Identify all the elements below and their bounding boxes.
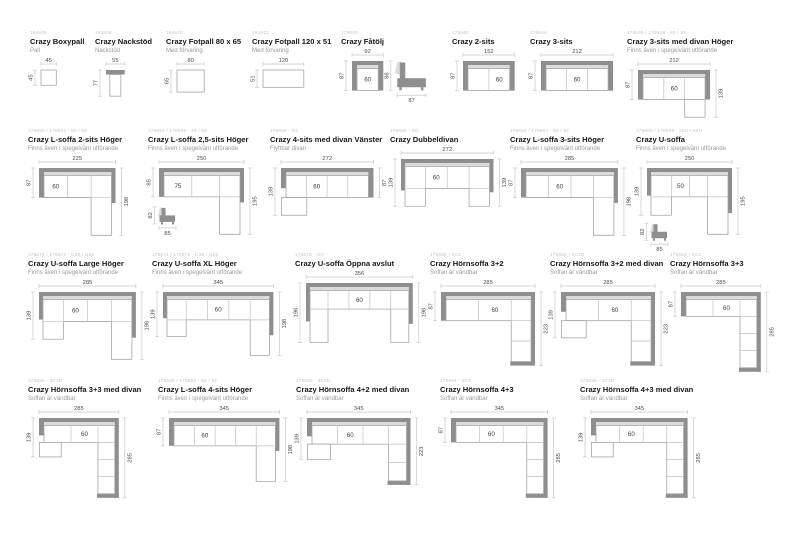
product-diagram [580, 408, 701, 502]
svg-text:285: 285 [603, 279, 613, 286]
svg-text:198: 198 [281, 318, 288, 329]
svg-text:65: 65 [164, 77, 171, 85]
product-card [550, 252, 668, 370]
product-diagram [428, 279, 550, 370]
svg-text:152: 152 [484, 49, 494, 56]
svg-text:285: 285 [769, 327, 776, 337]
product-diagram [95, 60, 130, 100]
svg-text:139: 139 [634, 186, 641, 197]
svg-text:60: 60 [723, 304, 730, 312]
svg-text:50: 50 [677, 183, 684, 191]
product-diagram [166, 60, 209, 96]
svg-text:60: 60 [611, 307, 619, 315]
product-diagram [440, 408, 561, 502]
svg-text:139: 139 [26, 310, 33, 321]
product-title: Crazy Hörnsoffa 3+3 med divan [28, 385, 142, 394]
svg-text:87: 87 [528, 72, 535, 80]
product-code: 178658 - D4 [270, 128, 299, 133]
product-diagram [668, 279, 776, 376]
product-code: 184612 [252, 30, 269, 35]
svg-text:60: 60 [364, 76, 372, 84]
product-subtitle: Finns även i spegelvänt utförande [28, 146, 119, 152]
svg-text:139: 139 [268, 186, 275, 197]
product-card [95, 30, 152, 100]
product-card [341, 30, 431, 103]
product-code: 184608 [95, 30, 112, 35]
product-diagram [339, 48, 431, 105]
product-subtitle: Med förvaring [166, 48, 203, 54]
product-card [158, 378, 292, 485]
product-card [166, 30, 241, 96]
svg-text:223: 223 [543, 323, 550, 334]
product-card [28, 252, 149, 363]
svg-text:87: 87 [438, 426, 445, 434]
svg-text:82: 82 [148, 212, 155, 219]
svg-text:139: 139 [294, 434, 301, 444]
svg-text:139: 139 [388, 177, 395, 188]
svg-text:60: 60 [432, 174, 440, 182]
svg-text:87: 87 [156, 428, 163, 436]
svg-text:60: 60 [491, 307, 499, 315]
svg-text:139: 139 [718, 88, 725, 99]
product-card [452, 30, 520, 95]
product-title: Crazy 3-sits med divan Höger [627, 37, 734, 46]
svg-text:80: 80 [187, 58, 194, 65]
product-code: 178678 - UO [295, 252, 325, 257]
product-subtitle: Finns även i spegelvänt utförande [152, 270, 243, 276]
product-title: Crazy Hörnsoffa 4+2 med divan [296, 385, 410, 394]
product-title: Crazy L-soffa 3-sits Höger [510, 135, 605, 144]
product-card [296, 378, 424, 489]
svg-text:198: 198 [287, 444, 294, 455]
product-title: Crazy 2-sits [452, 37, 495, 46]
product-card [148, 128, 257, 238]
product-title: Crazy U-soffa Öppna avslut [295, 259, 395, 268]
product-card [440, 378, 561, 502]
svg-text:212: 212 [669, 57, 679, 64]
svg-text:195: 195 [740, 196, 747, 206]
product-title: Crazy U-soffa Large Höger [28, 259, 124, 268]
product-title: Crazy Fåtölj [341, 37, 385, 46]
product-subtitle: Pall [30, 48, 41, 54]
product-code: 178660 - DD [390, 128, 419, 133]
product-card [252, 30, 331, 91]
product-card [270, 128, 386, 219]
svg-text:82: 82 [640, 228, 647, 235]
product-diagram [634, 155, 747, 254]
product-subtitle: Finns även i spegelvänt utförande [158, 396, 249, 402]
svg-text:212: 212 [572, 48, 582, 55]
svg-text:198: 198 [626, 196, 633, 207]
svg-text:272: 272 [442, 146, 453, 153]
product-diagram [26, 155, 130, 239]
svg-text:60: 60 [487, 430, 495, 438]
svg-text:92: 92 [364, 48, 371, 55]
svg-text:345: 345 [219, 406, 230, 413]
svg-text:195: 195 [252, 196, 259, 206]
product-code: 184606 [30, 30, 47, 35]
product-card [530, 30, 618, 95]
svg-text:87: 87 [381, 179, 388, 187]
svg-text:285: 285 [556, 453, 563, 463]
product-code: 178686 - 3C3D [28, 378, 63, 383]
product-title: Crazy Hörnsoffa 4+3 [440, 385, 514, 394]
svg-text:356: 356 [354, 270, 365, 277]
product-title: Crazy L-soffa 2-sits Höger [28, 135, 123, 144]
svg-text:285: 285 [564, 155, 575, 162]
svg-text:285: 285 [74, 405, 84, 412]
svg-text:139: 139 [548, 310, 555, 320]
product-card [390, 128, 506, 210]
product-code: 178674 / 178676 - U28 / U62 [152, 252, 219, 257]
svg-text:60: 60 [201, 432, 209, 440]
product-subtitle: Soffan är vändbar [670, 270, 718, 276]
product-code: 178694 - 4C3 [440, 378, 471, 383]
product-title: Crazy Nackstöd [95, 37, 152, 46]
svg-text:223: 223 [418, 446, 425, 457]
product-code: 178670 / 178672 - U28 / U62 [28, 252, 95, 257]
product-code: 178682 - 3C2D [550, 252, 585, 257]
svg-text:198: 198 [293, 307, 300, 318]
product-card [30, 30, 84, 89]
product-subtitle: Soffan är vändbar [28, 396, 76, 402]
svg-text:85: 85 [656, 247, 663, 254]
svg-text:87: 87 [339, 72, 346, 80]
product-diagram [152, 282, 286, 359]
product-subtitle: Flyttbar divan [270, 146, 307, 152]
product-code: 184610 [166, 30, 183, 35]
svg-text:60: 60 [670, 85, 678, 93]
svg-text:85: 85 [164, 230, 171, 237]
product-code: 178666 / 178668 - 28U / 62U [636, 128, 703, 133]
svg-text:272: 272 [322, 155, 333, 162]
product-title: Crazy 4-sits med divan Vänster [270, 135, 383, 144]
svg-text:345: 345 [634, 406, 645, 413]
product-title: Crazy 3-sits [530, 37, 573, 46]
product-code: 178662 / 178664 - 80 / 82 [510, 128, 570, 133]
svg-text:120: 120 [278, 57, 289, 64]
product-title: Crazy Fotpall 80 x 65 [166, 37, 242, 46]
product-title: Crazy Hörnsoffa 4+3 med divan [580, 385, 694, 394]
svg-text:139: 139 [26, 432, 33, 443]
svg-text:60: 60 [627, 430, 635, 438]
product-subtitle: Soffan är vändbar [440, 396, 488, 402]
product-diagram [388, 146, 508, 210]
product-diagram [26, 405, 134, 502]
svg-text:85: 85 [146, 179, 153, 186]
svg-text:87: 87 [625, 81, 632, 89]
product-subtitle: Soffan är vändbar [550, 270, 598, 276]
svg-text:60: 60 [81, 430, 88, 438]
product-code: 178684 - 3C3 [670, 252, 701, 257]
svg-text:87: 87 [508, 179, 515, 187]
product-card [28, 128, 129, 239]
product-code: 178696 - 4C3D [580, 378, 615, 383]
product-subtitle: Finns även i spegelvänt utförande [510, 146, 601, 152]
svg-text:198: 198 [421, 307, 428, 318]
product-code: 178680 - 3C2 [430, 252, 461, 257]
product-subtitle: Finns även i spegelvänt utförande [636, 146, 727, 152]
product-card [510, 128, 631, 239]
svg-text:139: 139 [501, 177, 508, 188]
product-subtitle: Finns även i spegelvänt utförande [148, 146, 239, 152]
svg-text:225: 225 [72, 155, 83, 162]
product-card [28, 378, 141, 502]
product-diagram [26, 279, 151, 363]
product-card [295, 252, 426, 346]
svg-text:285: 285 [483, 279, 493, 286]
product-diagram [250, 57, 309, 91]
product-title: Crazy Hörnsoffa 3+3 [670, 259, 744, 268]
product-title: Crazy Hörnsoffa 3+2 med divan [550, 259, 664, 268]
svg-text:285: 285 [82, 279, 93, 286]
product-title: Crazy Dubbeldivan [390, 135, 459, 144]
product-title: Crazy Hörnsoffa 3+2 [430, 259, 504, 268]
svg-text:198: 198 [123, 196, 130, 207]
svg-text:60: 60 [355, 296, 363, 304]
product-diagram [294, 405, 425, 489]
product-subtitle: Nackstöd [95, 48, 121, 54]
product-diagram [146, 155, 259, 238]
svg-text:285: 285 [716, 279, 726, 286]
product-card [670, 252, 774, 376]
svg-text:60: 60 [52, 183, 60, 191]
product-title: Crazy L-soffa 4-sits Höger [158, 385, 253, 394]
svg-text:223: 223 [663, 323, 670, 334]
svg-text:60: 60 [71, 307, 79, 315]
svg-text:86: 86 [384, 72, 391, 79]
svg-text:285: 285 [696, 453, 703, 463]
product-subtitle: Soffan är vändbar [580, 396, 628, 402]
product-code: 178642 [452, 30, 469, 35]
svg-text:250: 250 [684, 155, 695, 162]
svg-text:75: 75 [174, 183, 182, 191]
svg-text:87: 87 [450, 72, 457, 80]
svg-text:77: 77 [93, 79, 100, 87]
product-card [580, 378, 701, 502]
svg-text:345: 345 [353, 405, 364, 412]
product-diagram [158, 408, 292, 485]
svg-text:45: 45 [28, 74, 35, 81]
product-subtitle: Soffan är vändbar [296, 396, 344, 402]
svg-text:285: 285 [127, 453, 134, 463]
product-title: Crazy U-soffa [636, 135, 685, 144]
product-code: 178646 / 178648 - 80 / 82 [627, 30, 687, 35]
product-diagram [268, 155, 388, 219]
product-diagram [508, 155, 633, 239]
svg-text:198: 198 [144, 320, 151, 331]
svg-text:51: 51 [250, 75, 257, 82]
product-subtitle: Finns även i spegelvänt utförande [627, 48, 718, 54]
product-diagram [528, 48, 618, 95]
product-diagram [452, 51, 520, 95]
svg-text:87: 87 [26, 179, 33, 187]
svg-text:345: 345 [213, 280, 224, 287]
product-card [152, 252, 286, 359]
product-code: 178692 - 4C2D [296, 378, 331, 383]
svg-text:45: 45 [45, 57, 52, 64]
svg-text:250: 250 [196, 155, 207, 162]
svg-text:87: 87 [408, 98, 415, 105]
product-code: 178650 / 178652 - 80 / 82 [28, 128, 88, 133]
product-subtitle: Med förvaring [252, 48, 289, 54]
svg-text:87: 87 [668, 300, 675, 308]
product-title: Crazy Fotpall 120 x 51 [252, 37, 332, 46]
product-code: 178688 / 178690 - 80 / 82 [158, 378, 218, 383]
product-diagram [548, 279, 670, 370]
product-code: 178654 / 178656 - 28 / 62 [148, 128, 208, 133]
svg-text:60: 60 [573, 76, 581, 84]
product-title: Crazy U-soffa XL Höger [152, 259, 237, 268]
svg-text:60: 60 [556, 183, 564, 191]
product-card [627, 30, 733, 121]
product-diagram [625, 57, 725, 121]
product-diagram [28, 57, 61, 89]
product-subtitle: Soffan är vändbar [430, 270, 478, 276]
product-diagram [293, 270, 428, 346]
product-code: 178640 [341, 30, 358, 35]
product-subtitle: Finns även i spegelvänt utförande [28, 270, 119, 276]
svg-text:60: 60 [495, 76, 503, 84]
svg-text:60: 60 [313, 183, 321, 191]
product-code: 178644 [530, 30, 547, 35]
svg-text:345: 345 [494, 406, 505, 413]
product-title: Crazy L-soffa 2,5-sits Höger [148, 135, 249, 144]
svg-text:60: 60 [214, 306, 222, 314]
svg-text:60: 60 [346, 431, 354, 439]
svg-text:139: 139 [578, 432, 585, 443]
svg-text:139: 139 [150, 309, 157, 320]
product-card [430, 252, 548, 370]
product-title: Crazy Boxypall [30, 37, 85, 46]
product-card [636, 128, 745, 253]
svg-text:55: 55 [112, 58, 119, 65]
svg-text:87: 87 [428, 303, 435, 310]
